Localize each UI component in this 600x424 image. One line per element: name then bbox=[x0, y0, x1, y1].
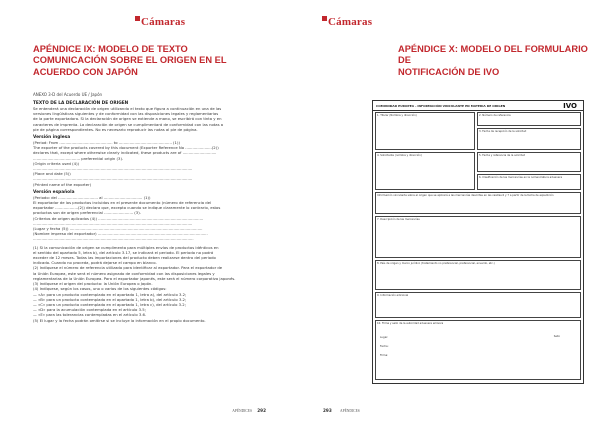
appendix-ix-heading bbox=[33, 44, 227, 78]
form-cell-label: 2. Número de referencia bbox=[479, 114, 511, 117]
text-line: .................................................................................................................................... bbox=[33, 176, 193, 182]
form-cell-label: 1. Titular (Nombre y dirección) bbox=[377, 114, 417, 117]
form-notice-text: Información vinculante sobre el origen que se aplicará a las mercancías descritas en las casillas 6 y 7 a partir de la fecha de expedición bbox=[377, 194, 554, 197]
text-line: Se entenderá una declaración de origen utilizando el texto que figura a continuación en una de las bbox=[33, 106, 222, 111]
logo-text: Cámaras bbox=[141, 16, 186, 28]
camaras-logo bbox=[135, 16, 185, 28]
text-line: versiones lingüísticas siguientes y de conformidad con las disposiciones legales y reglamentarias bbox=[33, 111, 219, 117]
form-cell-label: 7. Descripción de las mercancías bbox=[377, 218, 420, 221]
heading-line: NOTIFICACIÓN DE IVO bbox=[398, 66, 500, 77]
sig-date-label: Fecha: bbox=[380, 345, 389, 348]
text-line: exceder de 12 meses. Todas las importaciones del producto deben realizarse dentro del periodo bbox=[33, 255, 216, 261]
form-cell-label: 10. Firma y sello de la autoridad aduanera emisora bbox=[377, 322, 444, 325]
text-line: — «B» para un producto contemplado en el apartado 1, letra b), del artículo 3.2; bbox=[33, 296, 187, 302]
anexo-reference: ANEXO 3-D del Acuerdo UE / Japón bbox=[33, 92, 103, 97]
form-cell-classification bbox=[477, 174, 581, 190]
text-line: declares that, except where otherwise clearly indicated, these products are of ............................ bbox=[33, 150, 217, 156]
form-cell-receipt-date bbox=[477, 128, 581, 150]
page-number: 292 bbox=[257, 408, 266, 413]
section-title: TEXTO DE LA DECLARACIÓN DE ORIGEN bbox=[33, 101, 129, 106]
text-line: — «E» para las tolerancias contempladas en el artículo 3.6. bbox=[33, 312, 147, 318]
form-divider bbox=[373, 110, 583, 111]
text-line: (Printed name of the exporter) bbox=[33, 181, 92, 187]
sig-stamp-label: Sello bbox=[553, 335, 560, 338]
heading-line: APÉNDICE IX: MODELO DE TEXTO bbox=[33, 44, 188, 54]
form-cell-signature bbox=[375, 320, 581, 380]
text-line: indicado. Cuando no proceda, podrá dejarse el campo en blanco. bbox=[33, 260, 157, 266]
text-line: productos son de origen preferencial ........................ (3). bbox=[33, 210, 141, 216]
form-cell-reference bbox=[477, 112, 581, 126]
form-cell-description bbox=[375, 216, 581, 258]
signature-fields bbox=[380, 333, 388, 360]
form-cell-holder bbox=[375, 112, 475, 150]
text-line: (Criterios de origen aplicados (4)) ....................................................................................... bbox=[33, 215, 204, 221]
form-cell-label: 3. Fecha de recepción de la solicitud bbox=[479, 130, 527, 133]
logo-text: Cámaras bbox=[328, 16, 373, 28]
form-cell-origin-country bbox=[375, 260, 581, 290]
appendix-x-heading bbox=[398, 44, 600, 78]
text-line: (2) Indíquese el número de referencia utilizado para identificar al exportador. Para el exportador de bbox=[33, 265, 223, 271]
sig-place-label: Lugar: bbox=[380, 336, 389, 339]
origin-text-body bbox=[33, 98, 281, 323]
form-title: COMUNIDAD EUROPEA - INFORMACIÓN VINCULANTE EN MATERIA DE ORIGEN bbox=[376, 104, 506, 108]
text-line: .................................................................................................................................... bbox=[33, 166, 193, 172]
form-cell-label: 4. Solicitante (nombre y dirección) bbox=[377, 154, 422, 157]
heading-line: COMUNICACIÓN SOBRE EL ORIGEN EN EL bbox=[33, 55, 227, 66]
text-line: ..................................................................................................................................... bbox=[33, 236, 194, 242]
heading-line: APÉNDICE X: MODELO DEL FORMULARIO DE bbox=[398, 44, 588, 66]
text-line: (1) Si la comunicación de origen se cumplimenta para múltiples envíos de productos idénticos en bbox=[33, 244, 219, 250]
text-line: (4) Indíquese, según los casos, uno o varios de los siguientes códigos: bbox=[33, 286, 167, 292]
form-cell-label: 8. País de origen y marco jurídico (tratamiento no preferencial, preferencial, acuerdo, etc.) bbox=[377, 262, 495, 265]
text-line: ....................................... preferential origin (3). bbox=[33, 155, 124, 161]
text-line: .................................................................................................................................... bbox=[33, 220, 193, 226]
form-notice bbox=[375, 192, 581, 214]
footer-label: APÉNDICES bbox=[232, 409, 252, 413]
form-cell-label: 6. Clasificación de las mercancías en la nomenclatura aduanera bbox=[479, 176, 563, 179]
text-line: — «C» para un producto contemplado en el apartado 1, letra c), del artículo 3.2; bbox=[33, 301, 186, 307]
text-line: el sentido del apartado 5, letra b), del artículo 3.17, se indicará el periodo. El periodo no podrá bbox=[33, 249, 214, 255]
text-line: (Nombre impreso del exportador) ........................................................................................... bbox=[33, 231, 208, 237]
form-cell-additional-info bbox=[375, 292, 581, 318]
text-line: la Unión Europea, este será el número asignado de conformidad con las disposiciones legales y bbox=[33, 270, 215, 276]
heading-line: ACUERDO CON JAPÓN bbox=[33, 66, 138, 77]
footer-label: APÉNDICES bbox=[340, 409, 360, 413]
form-cell-request-date bbox=[477, 152, 581, 172]
text-line: (5) El lugar y la fecha podrán omitirse si se incluye la información en el propio documento. bbox=[33, 317, 206, 323]
text-line: (3) Indíquese el origen del producto: la Unión Europea o Japón. bbox=[33, 281, 153, 287]
section-title: Versión inglesa bbox=[33, 135, 71, 141]
form-cell-label: 9. Información adicional bbox=[377, 294, 409, 297]
form-cell-applicant bbox=[375, 152, 475, 190]
camaras-logo bbox=[322, 16, 372, 28]
form-cell-label: 5. Fecha y referencia de la solicitud bbox=[479, 154, 526, 157]
text-line: — «D» para la acumulación contemplada en el artículo 3.5; bbox=[33, 307, 146, 313]
text-line: (Lugar y fecha (5)) .............................................................................................................. bbox=[33, 226, 203, 232]
text-line: exportador ...................(2)) declara que, excepto cuando se indique claramente lo contrario, estos bbox=[33, 205, 221, 211]
text-line: (Place and date (5)) bbox=[33, 171, 71, 177]
text-line: caracteres de imprenta. La declaración de origen se cumplimentará de conformidad con las notas a bbox=[33, 121, 224, 127]
text-line: (Origin criteria used (4)) bbox=[33, 160, 80, 166]
text-line: El exportador de los productos incluidos en el presente documento (número de referencia del bbox=[33, 200, 212, 206]
form-code: IVO bbox=[563, 102, 577, 110]
page-number: 293 bbox=[323, 408, 332, 413]
ivo-notification-form bbox=[372, 100, 584, 384]
text-line: — «A» para un producto contemplado en el apartado 1, letra a), del artículo 3.2; bbox=[33, 291, 187, 297]
sig-signature-label: Firma: bbox=[380, 354, 389, 357]
text-line: The exporter of the products covered by this document (Exporter Reference No ......................(2)) bbox=[33, 145, 219, 151]
text-line: (Period: From ............................................ to ............................................ (1)) bbox=[33, 140, 180, 146]
text-line: pie de página correspondientes. No es necesario reproducir las notas al pie de página. bbox=[33, 126, 198, 132]
section-title: Versión española bbox=[33, 189, 75, 195]
text-line: (Periodo: del ................................. al ................................ (1)) bbox=[33, 194, 151, 200]
text-line: reglamentarias de la Unión Europea. Para el exportador japonés, este será el número corporativo japonés. bbox=[33, 275, 236, 281]
text-line: de la parte exportadora. Si la declaración de origen se extiende a mano, se escribirá con tinta y en bbox=[33, 116, 222, 122]
